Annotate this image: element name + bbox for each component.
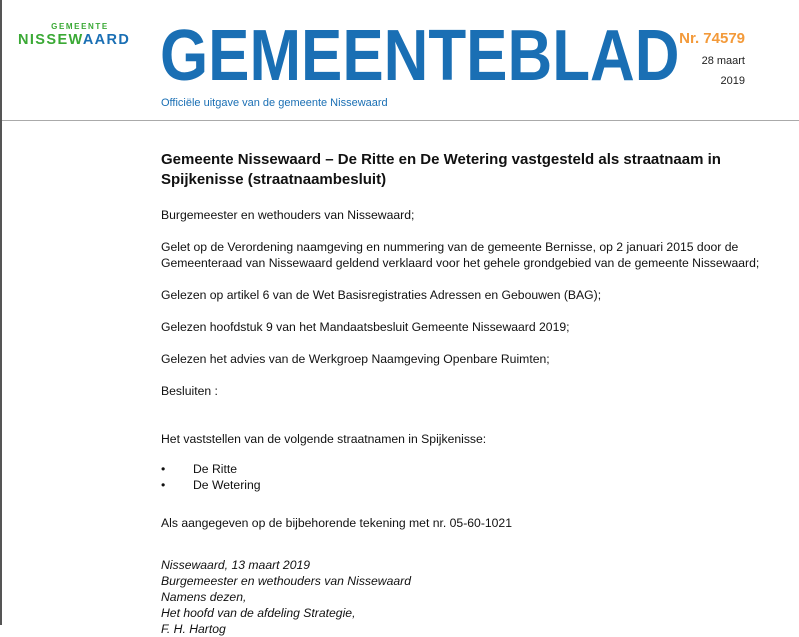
issue-date: 28 maart (701, 55, 745, 67)
street-name-list (161, 461, 771, 493)
logo-small-text: GEMEENTE (51, 22, 109, 31)
signature-authority: Burgemeester en wethouders van Nissewaard (161, 574, 411, 588)
bullet-icon: • (161, 478, 166, 492)
paragraph-vaststellen: Het vaststellen van de volgende straatnamen in Spijkenisse: (161, 432, 487, 446)
paragraph-besluiten: Besluiten : (161, 384, 218, 398)
paragraph-bag: Gelezen op artikel 6 van de Wet Basisregistraties Adressen en Gebouwen (BAG); (161, 288, 602, 302)
street-name: De Ritte (193, 462, 238, 476)
bullet-icon: • (161, 462, 166, 476)
document-title: Gemeente Nissewaard – De Ritte en De Wetering vastgesteld als straatnaam in Spijkenisse (straatnaambesluit) (161, 151, 721, 188)
logo-main-text (18, 32, 142, 48)
signature-place-date: Nissewaard, 13 maart 2019 (161, 558, 311, 572)
paragraph-mandaat: Gelezen hoofdstuk 9 van het Mandaatsbesluit Gemeente Nissewaard 2019; (161, 320, 570, 334)
list-item (161, 477, 771, 493)
issue-year: 2019 (720, 75, 745, 87)
header-divider (2, 120, 799, 121)
nissewaard-logo (18, 22, 142, 48)
paragraph-authority: Burgemeester en wethouders van Nissewaard; (161, 208, 415, 222)
document-body (161, 150, 771, 637)
list-item (161, 461, 771, 477)
paragraph-advies: Gelezen het advies van de Werkgroep Naamgeving Openbare Ruimten; (161, 352, 550, 366)
signature-name: F. H. Hartog (161, 622, 226, 636)
paragraph-drawing-reference: Als aangegeven op de bijbehorende tekening met nr. 05-60-1021 (161, 516, 512, 530)
issue-info (679, 30, 745, 87)
page-edge-rule (0, 0, 2, 625)
street-name: De Wetering (193, 478, 261, 492)
signature-block (161, 557, 771, 637)
signature-role: Het hoofd van de afdeling Strategie, (161, 606, 356, 620)
paragraph-gelet-op: Gelet op de Verordening naamgeving en nummering van de gemeente Bernisse, op 2 januari 2015 door de Gemeenteraad van Nissewaard geldend verklaard voor het gehele grondgebied van de gemeente Nissewaard; (161, 240, 760, 270)
issue-number: Nr. 74579 (679, 30, 745, 47)
logo-main-part2: AARD (82, 32, 131, 48)
logo-main-part1: NISSEW (18, 32, 83, 48)
signature-on-behalf: Namens dezen, (161, 590, 247, 604)
masthead-title: GEMEENTEBLAD (160, 16, 680, 96)
masthead-subtitle: Officiële uitgave van de gemeente Nissewaard (161, 97, 388, 109)
